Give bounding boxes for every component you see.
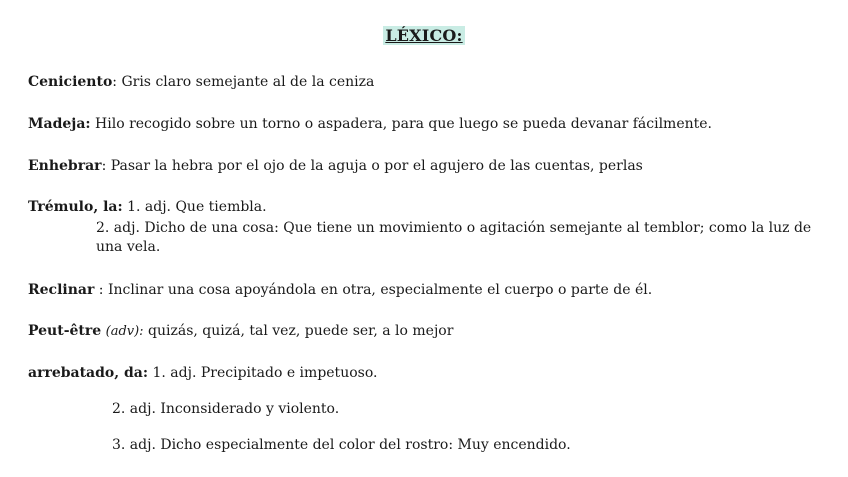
entry-term: Madeja:: [28, 116, 91, 132]
entry-subsense: 2. adj. Dicho de una cosa: Que tiene un movimiento o agitación semejante al temblor; como la luz de una vela.: [96, 220, 812, 255]
entry-definition: 1. adj. Precipitado e impetuoso.: [152, 365, 378, 381]
title-container: [0, 26, 848, 45]
entry-definition: quizás, quizá, tal vez, puede ser, a lo mejor: [148, 323, 454, 339]
entry-definition: Hilo recogido sobre un torno o aspadera, para que luego se pueda devanar fácilmente.: [95, 116, 712, 132]
glossary-entry-arrebatado: [28, 364, 377, 383]
entry-term: Enhebrar: [28, 158, 102, 174]
entry-term: arrebatado, da:: [28, 365, 149, 381]
glossary-entry-ceniciento: [28, 73, 374, 92]
glossary-entry-madeja: [28, 115, 712, 134]
entry-subsense: 3. adj. Dicho especialmente del color del rostro: Muy encendido.: [112, 437, 571, 453]
glossary-entry-peut-etre: [28, 322, 453, 341]
entry-term: Ceniciento: [28, 74, 113, 90]
glossary-entry-tremulo: [28, 198, 267, 217]
entry-definition: 1. adj. Que tiembla.: [127, 199, 267, 215]
entry-term: Trémulo, la:: [28, 199, 123, 215]
entry-grammar-abbr: (adv):: [105, 324, 144, 339]
entry-term: Peut-être: [28, 323, 102, 339]
entry-separator: :: [94, 282, 104, 298]
page-title: LÉXICO:: [385, 26, 463, 45]
entry-definition: Gris claro semejante al de la ceniza: [121, 74, 375, 90]
entry-subsense: 2. adj. Inconsiderado y violento.: [112, 401, 340, 417]
glossary-entry-reclinar: [28, 281, 652, 300]
entry-definition: Inclinar una cosa apoyándola en otra, especialmente el cuerpo o parte de él.: [107, 282, 653, 298]
glossary-entry-enhebrar: [28, 157, 643, 176]
entry-definition: Pasar la hebra por el ojo de la aguja o por el agujero de las cuentas, perlas: [110, 158, 643, 174]
entry-separator: :: [101, 158, 107, 174]
entry-term: Reclinar: [28, 282, 95, 298]
entry-separator: :: [112, 74, 117, 90]
